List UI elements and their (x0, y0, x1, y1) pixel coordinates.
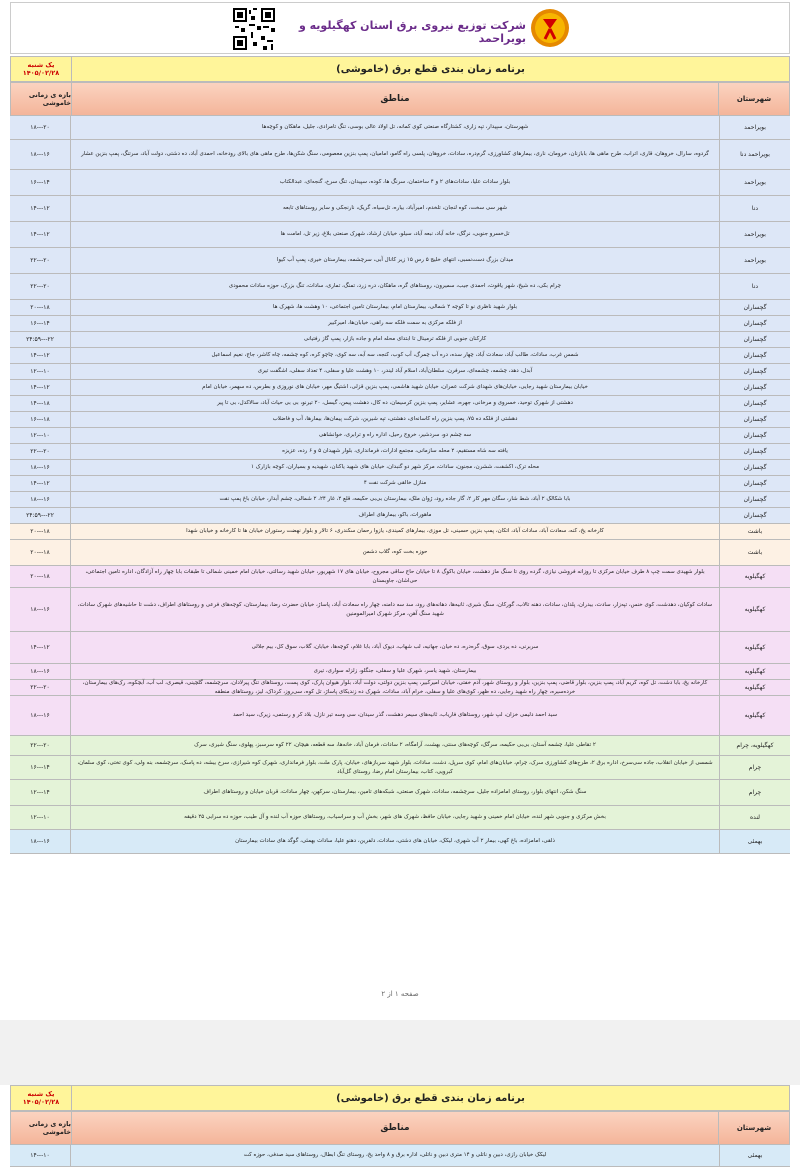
outage-time-cell: ۱۴---۱۶ (10, 170, 71, 195)
city-cell: باشت (747, 528, 763, 535)
outage-time-cell: ۱۴---۱۲ (10, 780, 71, 805)
city-cell: لنده (750, 814, 760, 821)
city-cell: بویراحمد (744, 124, 766, 131)
outage-time-cell: ۱۴---۱۶ (10, 756, 71, 779)
outage-time-cell: ۱۰---۱۲ (10, 364, 71, 379)
date-value: ۱۴۰۵/۰۲/۲۸ (22, 69, 60, 77)
city-cell: بهمئی (747, 1152, 763, 1159)
areas-cell: ذلقی، امامزاده، باغ کهی، بیمار ۲ آب شهری، لیکک، خیابان های دشتی، سادات، دلفرین، دهنو علیا، سادات بهمئی، گوگد های سادات بیمارستان (71, 830, 720, 853)
areas-cell: سه چشم دو، سرد‌شیر، خروج رحیل، اداره راه و ترابری، خوانشاهی (71, 428, 720, 443)
city-cell: چرام (748, 789, 762, 796)
city-cell: دنا (751, 283, 759, 290)
areas-cell: ماهورات، باکو، بیمارهای اطراف (71, 508, 720, 523)
date-cell (11, 1086, 72, 1110)
city-cell: بویراحمد (744, 257, 766, 264)
schedule-page-1 (10, 0, 790, 985)
table-row (10, 680, 790, 696)
areas-cell: یافته سه شاه مستقیم، ۲ محله سازمانی، مجتمع ادارات، فرمانداری، بلوار شهیدان ۵ و ۶ رده، عزیزه (71, 444, 720, 459)
table-row (10, 140, 790, 170)
outage-time-cell: ۱۲---۱۴ (10, 476, 71, 491)
table-row (10, 806, 790, 830)
city-cell: گچساران (743, 304, 767, 311)
city-cell: گچساران (743, 336, 767, 343)
city-cell: باشت (747, 549, 763, 556)
table-row (10, 428, 790, 444)
table-row (10, 632, 790, 664)
areas-cell: محله ترک، اکشفت، ششرن، مجنون، سادات، مرکز شهر دو گنبدان، خیابان های شهید یاکنان، شهیدیه و بسیاران، کوچه بازارک ۱ (71, 460, 720, 475)
column-header-time: بازه ی زمانی خاموشی (11, 1112, 72, 1144)
outage-time-cell: ۱۶---۱۸ (10, 460, 71, 475)
table-row (10, 588, 790, 632)
schedule-title: برنامه زمان بندی قطع برق (خاموشی) (336, 1092, 525, 1104)
company-logo-icon (531, 9, 569, 47)
areas-cell: حوزه بخت کوه، گلاب دشمن (71, 540, 720, 565)
table-row (10, 540, 790, 566)
city-cell: چرام (748, 764, 762, 771)
city-cell: گچساران (743, 432, 767, 439)
areas-cell: دهشتی از شهرک توحید، خسروی و مرخانی، جهره، عشایر، پمپ بنزین کرسیمان، ده کال، دهشت پیمن، گیسل، ۲۰ تیرنو، بی بی حیات آباد، سالاکدل، بی تا پیر (71, 396, 720, 411)
city-cell: کهگیلویه (744, 606, 766, 613)
outage-time-cell: ۱۲---۱۴ (10, 196, 71, 221)
areas-cell: بلوار شهید ناظری نو تا کوچه ۲ شمالی، بیمارستان امام، بیمارستان تامین اجتماعی، ۱۰ وهشت ها، شهرک ها (71, 300, 720, 315)
city-cell: گچساران (743, 400, 767, 407)
outage-time-cell: ۲۰---۲۲ (10, 736, 71, 755)
table-row (10, 316, 790, 332)
areas-cell: لیکک خیابان رازی، دبین و ناتلی و ۱۴ متری دبین و ناتلی، اداره برق و ۸ واحد یخ، روستای تنگ ابطال، روستاهای سید صدفی، حوزه کت (71, 1145, 720, 1166)
areas-cell: شمسی از خیابان انقلاب، جاده سی‌سرخ، اداره برق ۲، طرح‌های کشاورزی سرک، چرام، خیابان‌های امام، کوی سرپل، دشت، سادات، بلوار شهید سربازهای، خیابان، پارک ملت، بلوار فرمانداری، شهرک کوه شیرازی، سرخ بیشه، ده پاسک، سرچشمه، بنه ولی، کوی تختی، کوی سلمان، کبرویی، کتاب، بیمارستان امام رضا، روستای گل‌آباد (71, 756, 720, 779)
city-cell: گچساران (743, 416, 767, 423)
table-row (10, 566, 790, 588)
outage-time-cell: ۲۲---۲۴:۵۹ (10, 508, 71, 523)
areas-cell: بابا شکالک ۲ آباد، شط شار، سگان مهر کار ۲، گار جاده رود، ژوان ملک، بیمارستان بی‌بی حکیمه، قلع ۲، غار ۲۴، ۲ شمالی، چشم آبدار، خیابان باغ پمپ نفت (71, 492, 720, 507)
table-row (10, 476, 790, 492)
table-row (10, 524, 790, 540)
table-row (10, 1145, 790, 1167)
city-cell: دنا (751, 205, 759, 212)
qr-code[interactable] (233, 8, 275, 50)
city-cell: کهگیلویه (744, 684, 766, 691)
outage-time-cell: ۱۰---۱۲ (10, 428, 71, 443)
outage-time-cell: ۱۸---۱۴ (10, 396, 71, 411)
outage-time-cell: ۱۶---۱۸ (10, 588, 71, 631)
outage-time-cell: ۲۰---۲۲ (10, 680, 71, 695)
areas-cell: بلوار سادات علیا، سادات‌های ۲ و ۴ ساختمان، سرنگ ها، کوده، سپیدان، تنگ سرخ، گنجه‌ای، عبدالکتاب (71, 170, 720, 195)
city-cell: گچساران (743, 320, 767, 327)
table-row (10, 830, 790, 854)
letterhead (10, 2, 790, 54)
areas-cell: میدان بزرگ دست‌نسبی، انتهای خلیج ۵ رس ۱۵ زیر کانال آبی، سرچشمه، بیمارستان خیری، پمپ آب کیوا (71, 248, 720, 273)
city-cell: کهگیلویه (744, 644, 766, 651)
city-cell: گچساران (743, 368, 767, 375)
areas-cell: کارخانه یخ، کنه، سعادت آباد، سادات آباد، اتکان، پمپ بنزین حسینی، تل موزی، بیمارهای کمیندی، یازوا رحمان سکندری، ۶ تالار و بلوار نهضت رستوران خیابان ها تا کارخانه و خیابان شهدا (71, 524, 720, 539)
city-cell: کهگیلویه (744, 573, 766, 580)
outage-time-cell: ۱۶---۱۸ (10, 664, 71, 679)
areas-cell: آبدل، دهد، چشمه، چشمه‌ای، سرفرن، سلطان‌آباد، اسلام آباد لیندر، ۱۰ وهشت علیا و سفلی، ۴ تعداد سفلی، اشگفت تیری (71, 364, 720, 379)
weekday-label: یک شنبه (27, 61, 55, 69)
table-row (10, 396, 790, 412)
table-row (10, 492, 790, 508)
company-name: شرکت توزیع نیروی برق استان کهگیلویه و بویراحمد (298, 19, 526, 45)
page-number: صفحه ۱ از ۲ (381, 990, 419, 998)
areas-cell: دهشتی از فلکه ده ۷۵، پمپ بنزین راه کاسانه‌ای، دهشتی، تپه شیرین، شرکت پیمان‌ها، بیمارها، آب و فاضلاب (71, 412, 720, 427)
outage-time-cell: ۱۲---۱۴ (10, 632, 71, 663)
outage-time-cell: ۱۰---۱۲ (10, 806, 71, 829)
outage-time-cell: ۱۶---۱۸ (10, 696, 71, 735)
table-row (10, 248, 790, 274)
table-row (10, 348, 790, 364)
column-header-areas: مناطق (72, 83, 719, 115)
outage-time-cell: ۱۸---۲۰ (10, 566, 71, 587)
schedule-title-bar (10, 56, 790, 82)
areas-cell: چرام بکی، ده شیخ، شهر یاقوت، احمدی جیب، سمیرون، روستاهای گره، ماهکان، دره زرد، تمنگ، تماری، سادات، تنگ بزرک، حوزه سادات محمودی (71, 274, 720, 299)
table-row (10, 508, 790, 524)
areas-cell: شمس غرب، سادات، طالب آباد، سعادت آباد، چهار سده، دره آب چمرگ، آب کوب، کنجه، سه آبه، سه کوی، چاچو کره، کوه چشمه، چاه کاشر، جاج، نعیم اسماعیل (71, 348, 720, 363)
column-header-areas: مناطق (72, 1112, 719, 1144)
column-header-city: شهرستان (736, 1124, 772, 1132)
areas-cell: منازل خالقی شرکت نفت ۴ (71, 476, 720, 491)
outage-time-cell: ۱۸---۲۰ (10, 540, 71, 565)
table-row (10, 116, 790, 140)
schedule-title-bar (10, 1085, 790, 1111)
table-row (10, 364, 790, 380)
areas-cell: ۲ تقاطی علیا، چشمه آستان، بی‌بی حکیمه، سرگک، کوچه‌های سنتی، بهشت، آرامگاه، ۲ سادات، فرمان آباد، خانه‌ها، سه قطعه، هیچان، ۲۲ کوه سرسبز، پهلوی، سنگ شیری، سرک (71, 736, 720, 755)
outage-time-cell: ۲۰---۲۲ (10, 274, 71, 299)
date-cell (11, 57, 72, 81)
page-gap (0, 1020, 800, 1085)
areas-cell: سربرنی، ده یردی، سوق، گره‌دره، ده خیان، جهانیه، لب شهاب، دیوک آباد، بابا غلام، کوچه‌ها، خیابان، گلاب، سوق کل، بیم جلالی (71, 632, 720, 663)
table-row (10, 300, 790, 316)
areas-cell: شهر سی سخت، کوه لنجان، تلخدم، امیرآباد، بیاره، تل‌سیاه، گریک، نارنجکی و سایر روستاهای تابعه (71, 196, 720, 221)
outage-time-cell: ۱۶---۱۸ (10, 830, 71, 853)
city-cell: کهگیلویه (744, 668, 766, 675)
areas-cell: بخش مرکزی و جنوبی شهر لنده، خیابان امام خمینی و شهید رجایی، خیابان حافظ، شهرک های شهر، بخش آب و سراسیاب، روستاهای حوزه آب لنده و آل طیب، حوزه ده سرابی ۲۵ دقیقه (71, 806, 720, 829)
table-header (10, 82, 790, 116)
city-cell: گچساران (743, 448, 767, 455)
outage-time-cell: ۲۰---۲۲ (10, 444, 71, 459)
city-cell: گچساران (743, 464, 767, 471)
outage-time-cell: ۱۸---۲۰ (10, 524, 71, 539)
city-cell: گچساران (743, 512, 767, 519)
areas-cell: سید احمد دلیمی خزان، لپ شهر، روستاهای فاریاب، ثانیه‌های سیمر دهشت، گذر سیدان، سی وسه تیر نازل، بلاد کر و رستمی، زیرک، سید احمد (71, 696, 720, 735)
table-row (10, 736, 790, 756)
city-cell: کهگیلویه، چرام (736, 742, 774, 749)
areas-cell: سنگ شکن، انتهای بلوار، روستای امامزاده جلیل، سرچشمه، سادات، شهرک صنعتی، شبکه‌های تامین، بیمارستان، سرکهن، چهار سادات، قربان خیابان و روستاهای اطراف (71, 780, 720, 805)
table-row (10, 696, 790, 736)
outage-time-cell: ۱۲---۱۴ (10, 348, 71, 363)
outage-time-cell: ۱۰---۱۴ (10, 1145, 71, 1166)
column-header-city: شهرستان (736, 95, 772, 103)
outage-time-cell: ۱۲---۱۴ (10, 380, 71, 395)
city-cell: گچساران (743, 384, 767, 391)
table-row (10, 196, 790, 222)
outage-time-cell: ۱۶---۱۸ (10, 140, 71, 169)
city-cell: بویراحمد (744, 231, 766, 238)
city-cell: گچساران (743, 480, 767, 487)
table-row (10, 222, 790, 248)
table-row (10, 170, 790, 196)
city-cell: گچساران (743, 496, 767, 503)
table-row (10, 756, 790, 780)
table-row (10, 444, 790, 460)
city-cell: بهمئی (747, 838, 763, 845)
areas-cell: گردوه، سارال، خروهان، قاری، اتراب، طرح ماهی ها، بابازنان، خرومان، ناری، بیمارهای کشاورزی، گرم‌دره، سادات، خروهان، پلسی راه گامو، امامیان، پمپ بنزین معصومی، سنگ شکن‌ها، طرح ماهی های بالای رودخانه، احمدی آباد، ده دشتی، دولت آباد، سرتنگ، پمپ بنزین عشار (71, 140, 720, 169)
schedule-page-2 (10, 1085, 790, 1168)
table-row (10, 274, 790, 300)
outage-time-cell: ۱۲---۱۴ (10, 222, 71, 247)
outage-time-cell: ۱۸---۲۰ (10, 300, 71, 315)
table-row (10, 780, 790, 806)
areas-cell: خیابان بیمارستان شهید رجایی، خیابان‌های شهدای شرکت عمران، خیابان شهید هاشمی، پمپ بنزین قزلی، اشتیگ مهر، خیابان های نوروزی و بطرس، ده سهمر، خیابان امام (71, 380, 720, 395)
weekday-label: یک شنبه (27, 1090, 55, 1098)
areas-cell: بلوار شهیدی سمت چپ ۸ طرف خیابان مرکزی تا روزانه فروشی نیازی، گرده روی تا سنگ ماز دهشت، خیابان باکوگ ۸ تا خیابان حاج ساقی مجروح، خیابان های ۱۷ شهریور، خیابان شهید رسالتی، خیابان امام خمینی شمالی تا طبقات بابا چهار راه آزادگان، اداره تامین اجتماعی، حی‌اشان، جاوبسنان (71, 566, 720, 587)
table-row (10, 460, 790, 476)
table-header (10, 1111, 790, 1145)
areas-cell: بیمارستان، شهید یاسر، شهرک علیا و سفلی، جنگلو، زلزله سواری، تیری (71, 664, 720, 679)
table-row (10, 412, 790, 428)
column-header-time: بازه ی زمانی خاموشی (11, 83, 72, 115)
outage-time-cell: ۲۲---۲۴:۵۹ (10, 332, 71, 347)
areas-cell: از فلکه مرکزی به سمت فلکه سه راهی، خیابان‌ها، امیرکبیر (71, 316, 720, 331)
outage-time-cell: ۱۴---۱۶ (10, 316, 71, 331)
city-cell: بویراحمد دنا (740, 151, 770, 158)
areas-cell: شهرستان، سپیدار، تپه زاری، کشتارگاه صنعتی کوی کمانه، تل اولاد عالی بوسی، تنگ تامرادی، جلیل، ماهکان و کوچه‌ها (71, 116, 720, 139)
city-cell: گچساران (743, 352, 767, 359)
table-row (10, 332, 790, 348)
outage-time-cell: ۱۸---۱۶ (10, 412, 71, 427)
date-value: ۱۴۰۵/۰۲/۲۸ (22, 1098, 60, 1106)
city-cell: بویراحمد (744, 179, 766, 186)
outage-time-cell: ۲۰---۱۸ (10, 116, 71, 139)
outage-time-cell: ۲۰---۲۲ (10, 248, 71, 273)
areas-cell: کارکنان جنوبی از فلکه ترمینال تا ابتدای محله امام و جاده بازار، پمپ گاز رفتیانی (71, 332, 720, 347)
areas-cell: کارخانه یخ، بابا دشت، تل کوه، کریم آباد، پمپ بنزین، بلوار قاضی، پمپ بنزین، بلوار و روستای شهر، آدم خفتی، خیابان امیرکبیر، پمپ بنزین دولتی، دولت آباد، بلوار هیوان پارک، کوی پست، روستاهای تنگ پیرلادان، سرچشمه، گلچینی، قیصری، لب آب، آبچکوه، رک‌های بیمارستان، خرده‌سیره، چهار راه شهید رجایی، ده ظهر، کوی‌های علیا و سفلی، خرام آباد، سادات، شهرک ده زندیکای پاساژ، تل کوه، سی‌روز، کرداک، لیز، روستاهای منطقه (71, 680, 720, 695)
areas-cell: تل‌خسرو جنوبی، نرگک، خانه آباد، نبعه آباد، سیلو، خیابان ارشاد، شهرک صنعتی بلاغ، زیر تل، امامت ها (71, 222, 720, 247)
schedule-title: برنامه زمان بندی قطع برق (خاموشی) (336, 63, 525, 75)
areas-cell: سادات کوکیان، دهدشت، کوی خنس، تپه‌زار، سادت، بیدران، پلدان، سادات، دهنه تالاب، گورکان، سنگ شیری، ثانیه‌ها، دهانه‌های رود، سد سه دامنه، چهار راه سعادت آباد، پاساژ، خیابان حضرت رضا، بیمارستان، کوچه‌های فرعی و روستاهای اطراف، دشت تا حاشیه‌های شهرک سادات، شهید سنگ آهن، مرکز شهرک امیرالمومنین (71, 588, 720, 631)
outage-time-cell: ۱۶---۱۸ (10, 492, 71, 507)
table-row (10, 380, 790, 396)
city-cell: کهگیلویه (744, 712, 766, 719)
